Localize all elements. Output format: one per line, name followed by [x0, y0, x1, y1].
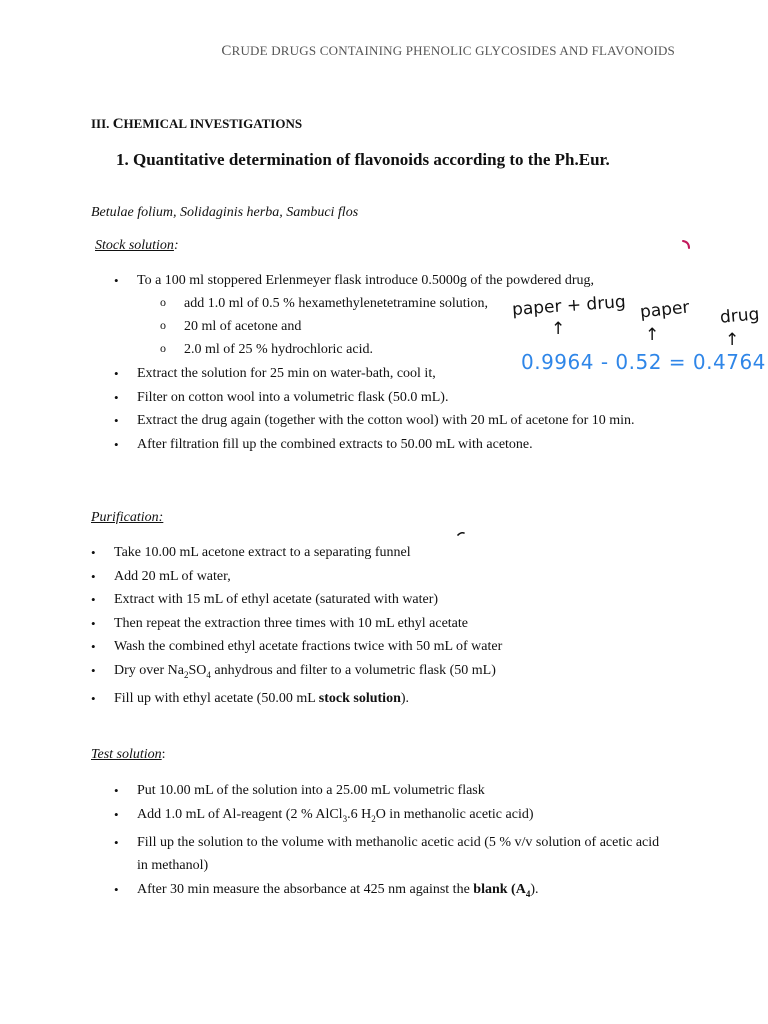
purification-heading: Purification:: [91, 510, 164, 525]
handwritten-arrow-icon: ↑: [645, 325, 660, 345]
test-solution-heading: Test solution:: [91, 747, 166, 762]
stock-list: [137, 269, 594, 293]
handwritten-arrow-icon: ↑: [551, 319, 566, 339]
running-header: CRUDE DRUGS CONTAINING PHENOLIC GLYCOSIDES AND FLAVONOIDS: [221, 43, 675, 59]
handwritten-label-drug: drug: [719, 304, 761, 328]
list-item: o 20 ml of acetone and: [184, 315, 488, 338]
list-item: • Take 10.00 mL acetone extract to a separating funnel: [114, 541, 502, 565]
list-item: o add 1.0 ml of 0.5 % hexamethylenetetramine solution,: [184, 292, 488, 315]
list-item: • Add 1.0 mL of Al-reagent (2 % AlCl$_3$.6 $H_2O$ in methanolic acetic acid): [137, 803, 697, 831]
stock-sublist: [184, 292, 488, 361]
ink-stroke: [458, 533, 464, 535]
list-item: • To a 100 ml stoppered Erlenmeyer flask introduce 0.5000g of the powdered drug,: [137, 269, 594, 293]
list-item: • Filter on cotton wool into a volumetric flask (50.0 mL).: [137, 386, 635, 410]
list-item: • Then repeat the extraction three times with 10 mL ethyl acetate: [114, 612, 502, 636]
handwritten-label-paper-drug: paper + drug: [511, 292, 627, 320]
list-item: o 2.0 ml of 25 % hydrochloric acid.: [184, 338, 488, 361]
drug-list: Betulae folium, Solidaginis herba, Sambuci flos: [91, 205, 359, 220]
handwritten-label-paper: paper: [639, 297, 691, 323]
stock-solution-heading: Stock solution:: [95, 238, 179, 253]
handwritten-arrow-icon: ↑: [725, 330, 740, 350]
list-item: • Fill up with ethyl acetate (50.00 mL stock solution).: [114, 687, 502, 711]
pink-ink-mark-icon: [680, 238, 694, 252]
list-item: • Wash the combined ethyl acetate fractions twice with 50 mL of water: [114, 635, 502, 659]
list-item: • Put 10.00 mL of the solution into a 25.00 mL volumetric flask: [137, 779, 697, 803]
list-item: • Dry over $Na_2SO_4$ anhydrous and filter to a volumetric flask (50 mL): [114, 659, 502, 687]
page-title: 1. Quantitative determination of flavonoids according to the Ph.Eur.: [116, 150, 610, 169]
list-item: • Extract with 15 mL of ethyl acetate (saturated with water): [114, 588, 502, 612]
list-item: • After 30 min measure the absorbance at 425 nm against the blank $(A_4)$.: [137, 878, 697, 906]
list-item: • Fill up the solution to the volume with methanolic acetic acid (5 % v/v solution of acetic acid in methanol): [137, 831, 697, 878]
list-item: • After filtration fill up the combined extracts to 50.00 mL with acetone.: [137, 433, 635, 457]
list-item: • Add 20 mL of water,: [114, 565, 502, 589]
stock-list-continued: [137, 362, 635, 456]
purification-list: [114, 541, 502, 710]
list-item: • Extract the drug again (together with the cotton wool) with 20 mL of acetone for 10 min.: [137, 409, 635, 433]
ink-speck-icon: [456, 530, 466, 538]
section-heading: III. CHEMICAL INVESTIGATIONS: [91, 116, 303, 132]
ink-stroke: [683, 241, 689, 248]
handwritten-equation: 0.9964 - 0.52 = 0.4764: [521, 350, 766, 374]
list-item: • Extract the solution for 25 min on water-bath, cool it,: [137, 362, 635, 386]
test-list: [137, 779, 697, 906]
